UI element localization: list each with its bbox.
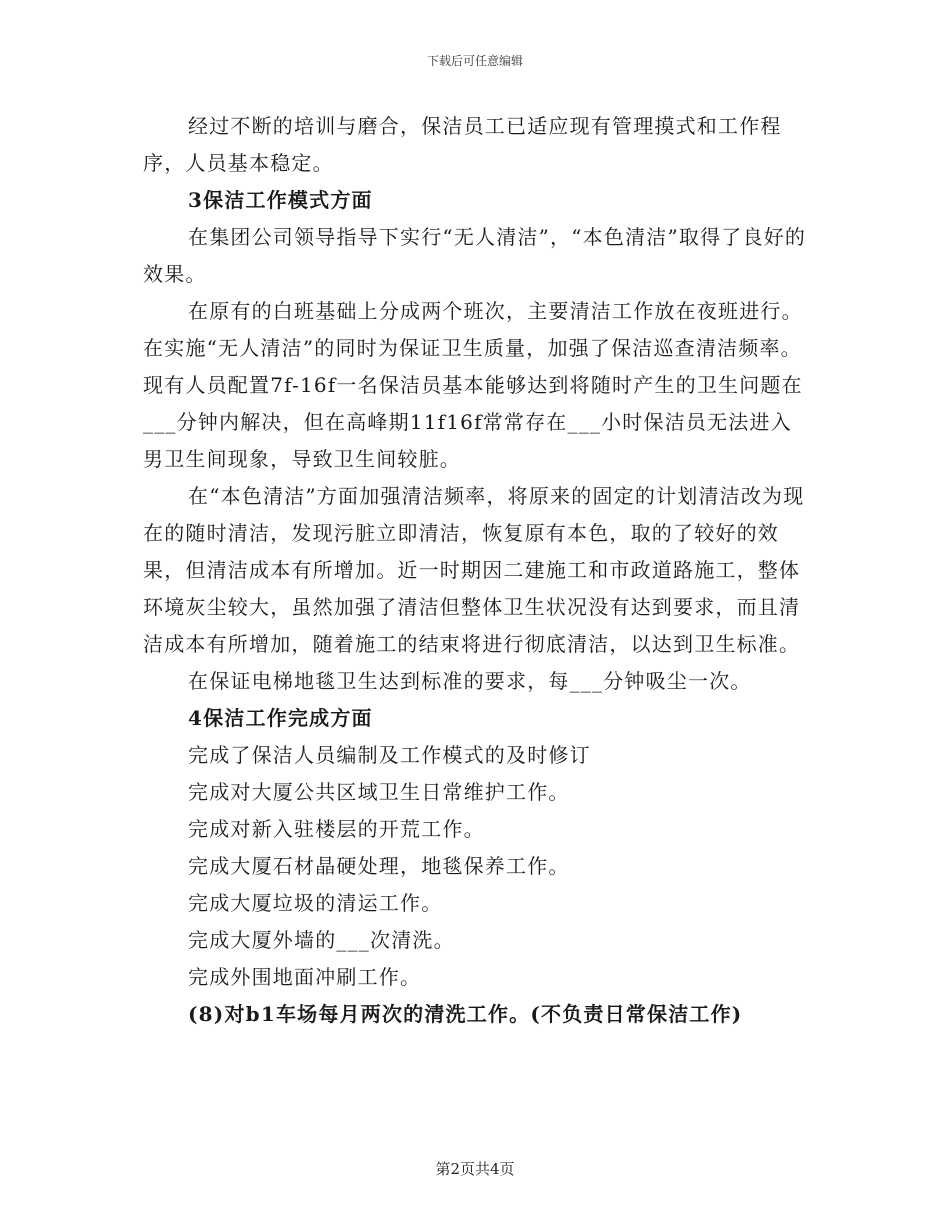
paragraph-original-color-cleaning: 在“本色清洁”方面加强清洁频率，将原来的固定的计划清洁改为现在的随时清洁，发现污脏立即清洁，恢复原有本色，取的了较好的效果，但清洁成本有所增加。近一时期因二建施工和市政道路施工，整体环境灰尘较大，虽然加强了清洁但整体卫生状况没有达到要求，而且清洁成本有所增加，随着施工的结束将进行彻底清洁，以达到卫生标准。: [143, 484, 805, 656]
page-number: 第2页共4页: [435, 1160, 515, 1178]
page-header: 下载后可任意编辑: [426, 54, 523, 68]
list-item: 完成对大厦公共区域卫生日常维护工作。: [188, 780, 570, 804]
document-body: [143, 108, 813, 1033]
section-heading-cleaning-mode: 3保洁工作模式方面: [188, 188, 373, 212]
paragraph-staff-stability: 经过不断的培训与磨合，保洁员工已适应现有管理摸式和工作程序，人员基本稳定。: [143, 114, 782, 175]
section-heading-completed-work: 4保洁工作完成方面: [188, 706, 373, 730]
list-item: 完成大厦外墙的___次清洗。: [188, 928, 455, 952]
list-item: 完成大厦垃圾的清运工作。: [188, 891, 443, 915]
paragraph-shift-arrangement: 在原有的白班基础上分成两个班次，主要清洁工作放在夜班进行。在实施“无人清洁”的同时为保证卫生质量，加强了保洁巡查清洁频率。现有人员配置7f-16f一名保洁员基本能够达到将随时产生的卫生问题在___分钟内解决，但在高峰期11f16f常常存在___小时保洁员无法进入男卫生间现象，导致卫生间较脏。: [143, 299, 803, 471]
section-heading-parking-cleaning: (8)对b1车场每月两次的清洗工作。(不负责日常保洁工作): [188, 1002, 743, 1026]
paragraph-cleaning-mode-result: 在集团公司领导指导下实行“无人清洁”，“本色清洁”取得了良好的效果。: [143, 225, 807, 286]
paragraph-elevator-carpet: 在保证电梯地毯卫生达到标准的要求，每___分钟吸尘一次。: [188, 669, 752, 693]
list-item: 完成了保洁人员编制及工作模式的及时修订: [188, 743, 591, 767]
list-item: 完成大厦石材晶硬处理，地毯保养工作。: [188, 854, 570, 878]
list-item: 完成外围地面冲刷工作。: [188, 965, 422, 989]
list-item: 完成对新入驻楼层的开荒工作。: [188, 817, 485, 841]
